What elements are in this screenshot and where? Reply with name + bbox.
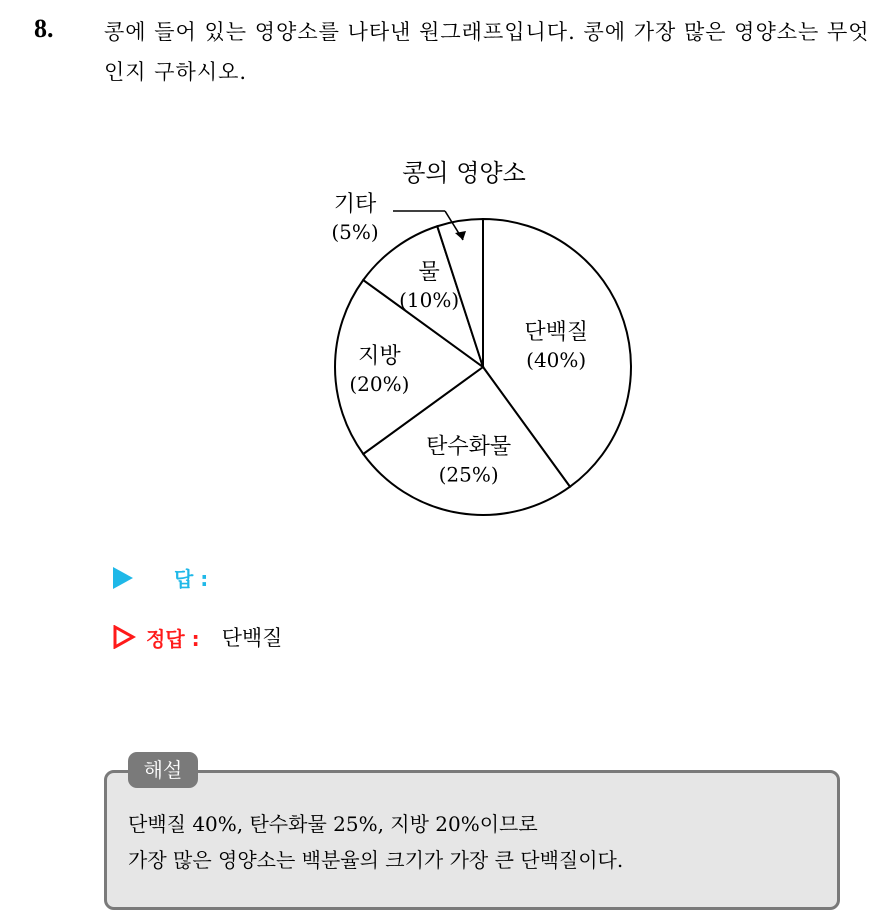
correct-answer-value: 단백질 [221,626,283,650]
pie-chart [300,145,640,525]
question-number: 8. [34,14,54,43]
outline-arrow-icon [112,625,136,649]
slice-name-label: 탄수화물 [426,434,512,460]
correct-answer-label: 정답 : [146,626,200,651]
slice-name-label: 지방 [358,344,401,369]
slice-percent-label: (40%) [526,348,587,373]
slice-percent-label: (25%) [438,462,499,487]
slice-name-label: 단백질 [524,320,589,346]
slice-percent-label: (10%) [399,287,460,312]
slice-name-label: 기타 [333,192,377,217]
play-arrow-icon [112,566,134,590]
chart-title: 콩의 영양소 [402,159,526,187]
explanation-tab: 해설 [128,752,198,788]
question-text: 콩에 들어 있는 영양소를 나타낸 원그래프입니다. 콩에 가장 많은 영양소는 무엇인지 구하시오. [104,20,870,84]
slice-percent-label: (20%) [349,372,410,396]
answer-row [112,563,208,592]
correct-answer-row [112,622,282,652]
slice-name-label: 물 [418,259,440,285]
answer-label: 답 : [174,567,209,591]
slice-percent-label: (5%) [331,220,379,244]
explanation-line-2: 가장 많은 영양소는 백분율의 크기가 가장 큰 단백질이다. [128,848,624,872]
explanation-text [128,806,828,878]
explanation-line-1: 단백질 40%, 탄수화물 25%, 지방 20%이므로 [128,812,538,836]
